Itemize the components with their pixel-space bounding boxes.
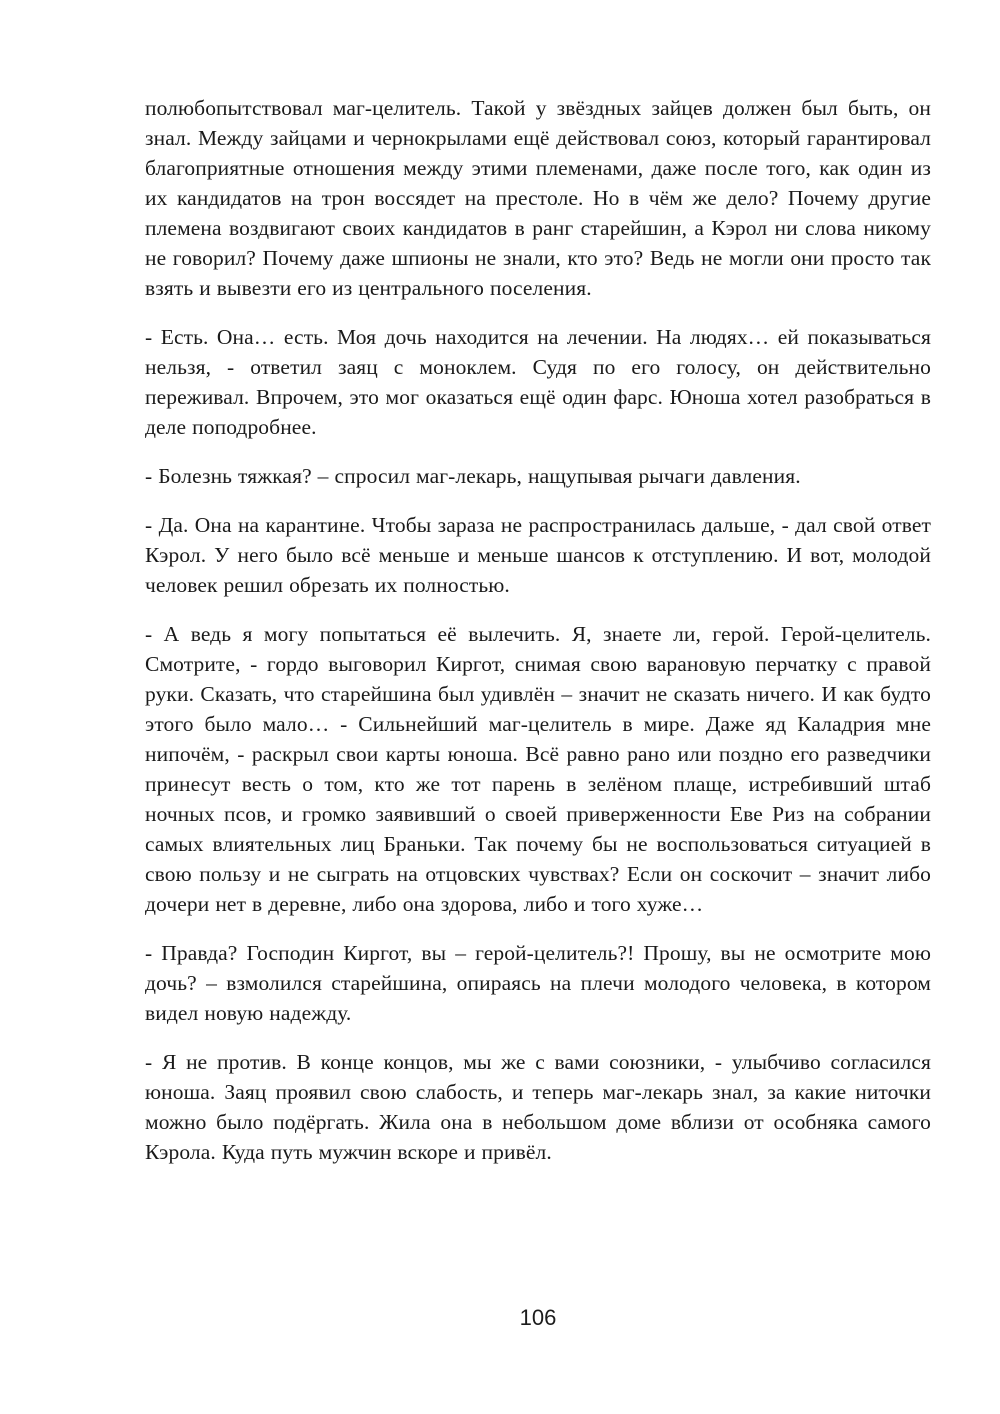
paragraph: - А ведь я могу попытаться её вылечить. Я, знаете ли, герой. Герой-целитель. Смотрите, - гордо выговорил Киргот, снимая свою варановую перчатку с правой руки. Сказать, что старейшина был удивлён – значит не сказать ничего. И как будто этого было мало… - Сильнейший маг-целитель в мире. Даже яд Каладрия мне нипочём, - раскрыл свои карты юноша. Всё равно рано или поздно его разведчики принесут весть о том, кто же тот парень в зелёном плаще, истребивший штаб ночных псов, и громко заявивший о своей приверженности Еве Риз на собрании самых влиятельных лиц Браньки. Так почему бы не воспользоваться ситуацией в свою пользу и не сыграть на отцовских чувствах? Если он соскочит – значит либо дочери нет в деревне, либо она здорова, либо и того хуже… bbox=[145, 622, 931, 916]
paragraph: - Я не против. В конце концов, мы же с вами союзники, - улыбчиво согласился юноша. Заяц проявил свою слабость, и теперь маг-лекарь знал, за какие ниточки можно было подёргать. Жила она в небольшом доме вблизи от особняка самого Кэрола. Куда путь мужчин вскоре и привёл. bbox=[145, 1050, 931, 1164]
text-block bbox=[145, 93, 931, 1186]
paragraph: - Правда? Господин Киргот, вы – герой-целитель?! Прошу, вы не осмотрите мою дочь? – взмолился старейшина, опираясь на плечи молодого человека, в котором видел новую надежду. bbox=[145, 941, 931, 1025]
paragraph: полюбопытствовал маг-целитель. Такой у звёздных зайцев должен был быть, он знал. Между зайцами и чернокрылами ещё действовал союз, который гарантировал благоприятные отношения между этими племенами, даже после того, как один из их кандидатов на трон воссядет на престоле. Но в чём же дело? Почему другие племена воздвигают своих кандидатов в ранг старейшин, а Кэрол ни слова никому не говорил? Почему даже шпионы не знали, кто это? Ведь не могли они просто так взять и вывезти его из центрального поселения. bbox=[145, 96, 931, 300]
paragraph: - Есть. Она… есть. Моя дочь находится на лечении. На людях… ей показываться нельзя, - ответил заяц с моноклем. Судя по его голосу, он действительно переживал. Впрочем, это мог оказаться ещё один фарс. Юноша хотел разобраться в деле поподробнее. bbox=[145, 325, 931, 439]
paragraph: - Да. Она на карантине. Чтобы зараза не распространилась дальше, - дал свой ответ Кэрол. У него было всё меньше и меньше шансов к отступлению. И вот, молодой человек решил обрезать их полностью. bbox=[145, 513, 931, 597]
paragraph: - Болезнь тяжкая? – спросил маг-лекарь, нащупывая рычаги давления. bbox=[145, 464, 801, 488]
page-number: 106 bbox=[519, 1305, 557, 1330]
